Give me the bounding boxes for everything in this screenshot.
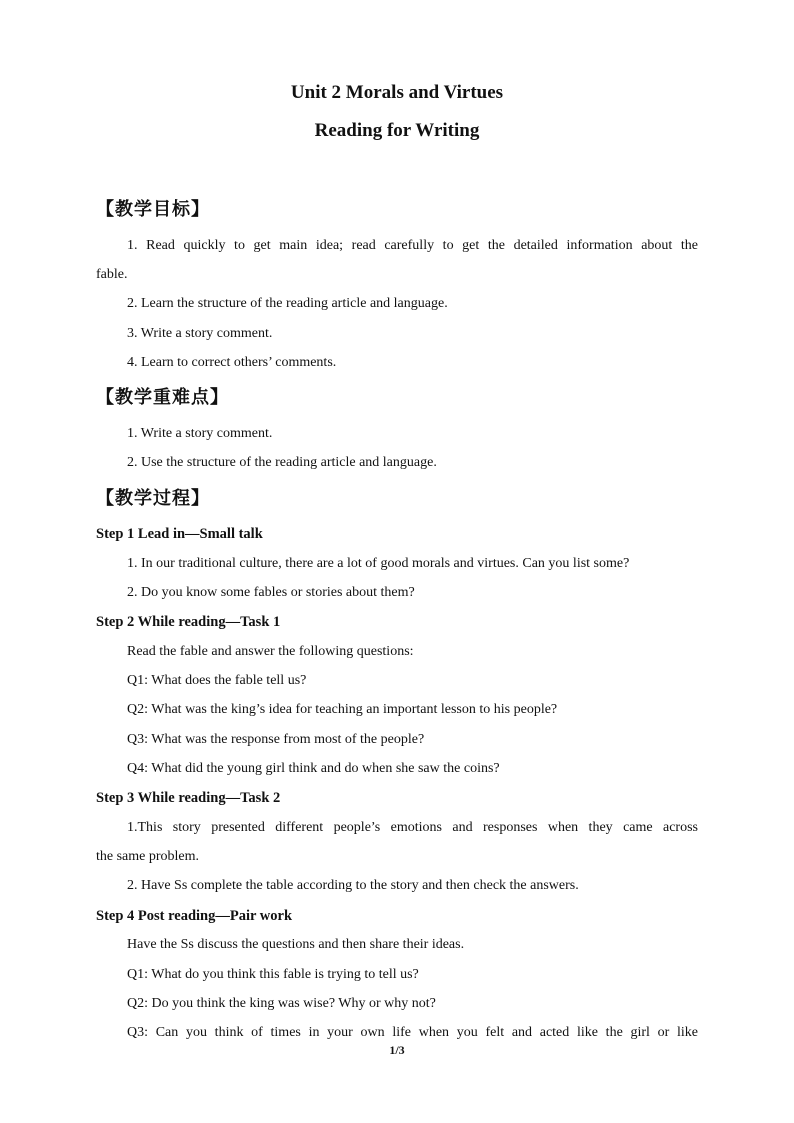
section-heading-objectives: 【教学目标】 [96,199,210,220]
step-line: 1.This story presented different people’s emotions and responses when they came across [127,820,698,835]
objective-line: 3. Write a story comment. [127,326,273,341]
section-heading-process: 【教学过程】 [96,488,210,509]
objective-line: 2. Learn the structure of the reading article and language. [127,296,448,311]
document-title: Unit 2 Morals and Virtues [290,82,504,103]
step-line: 2. Have Ss complete the table according to the story and then check the answers. [127,878,579,893]
step-line: Read the fable and answer the following questions: [127,644,414,659]
objective-line: 4. Learn to correct others’ comments. [127,355,337,370]
step-line: Q1: What do you think this fable is trying to tell us? [127,967,419,982]
step-line: Have the Ss discuss the questions and then share their ideas. [127,937,465,952]
document-subtitle: Reading for Writing [314,120,480,141]
key-point-line: 1. Write a story comment. [127,426,273,441]
step-title: Step 1 Lead in—Small talk [96,526,263,542]
objective-line: 1. Read quickly to get main idea; read carefully to get the detailed information about the [127,238,698,253]
step-line: Q3: What was the response from most of the people? [127,732,425,747]
step-line: 2. Do you know some fables or stories about them? [127,585,415,600]
step-line: Q3: Can you think of times in your own life when you felt and acted like the girl or like [127,1025,698,1040]
step-line: 1. In our traditional culture, there are a lot of good morals and virtues. Can you list some? [127,556,630,571]
step-line: the same problem. [96,849,200,864]
objective-line: fable. [96,267,128,282]
step-line: Q2: What was the king’s idea for teaching an important lesson to his people? [127,702,558,717]
step-line: Q2: Do you think the king was wise? Why or why not? [127,996,436,1011]
step-line: Q1: What does the fable tell us? [127,673,307,688]
step-title: Step 3 While reading—Task 2 [96,790,281,806]
step-title: Step 4 Post reading—Pair work [96,908,293,924]
section-heading-key-points: 【教学重难点】 [96,387,229,408]
step-title: Step 2 While reading—Task 1 [96,614,281,630]
key-point-line: 2. Use the structure of the reading article and language. [127,455,437,470]
step-line: Q4: What did the young girl think and do when she saw the coins? [127,761,500,776]
page-number: 1/3 [389,1043,405,1057]
